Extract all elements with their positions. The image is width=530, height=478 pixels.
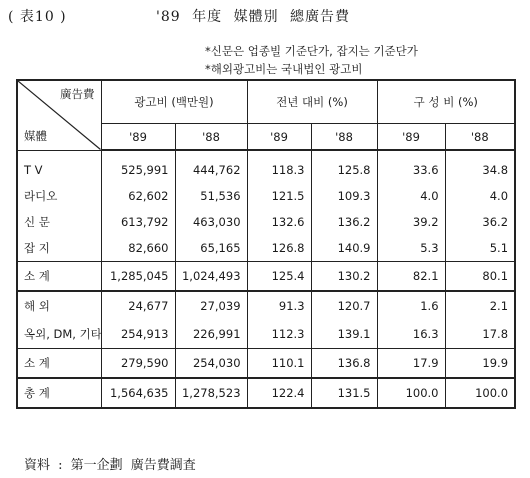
source-note: 資料 : 第一企劃 廣告費調査 (24, 458, 196, 473)
row-label: 총 계 (17, 378, 101, 408)
year-header: '88 (445, 124, 515, 151)
cell-spend-88: 27,039 (175, 291, 247, 320)
cell-spend-89: 525,991 (101, 150, 175, 183)
cell-yoy-89: 91.3 (247, 291, 311, 320)
cell-yoy-89: 112.3 (247, 320, 311, 349)
table-header (8, 6, 522, 28)
cell-spend-88: 444,762 (175, 150, 247, 183)
row-label: 소 계 (17, 262, 101, 292)
cell-spend-89: 82,660 (101, 235, 175, 262)
cell-spend-88: 254,030 (175, 349, 247, 379)
cell-yoy-89: 110.1 (247, 349, 311, 379)
cell-spend-89: 24,677 (101, 291, 175, 320)
table-row (17, 320, 515, 349)
table-row (17, 291, 515, 320)
cell-yoy-88: 136.8 (311, 349, 377, 379)
year-header: '88 (175, 124, 247, 151)
cell-spend-88: 1,024,493 (175, 262, 247, 292)
cell-spend-89: 1,285,045 (101, 262, 175, 292)
cell-share-88: 34.8 (445, 150, 515, 183)
cell-share-88: 100.0 (445, 378, 515, 408)
group-header-spend: 광고비 (백만원) (101, 80, 247, 124)
table-row (17, 235, 515, 262)
cell-share-89: 1.6 (377, 291, 445, 320)
row-label: 옥외, DM, 기타 (17, 320, 101, 349)
corner-cell (17, 80, 101, 150)
cell-yoy-89: 122.4 (247, 378, 311, 408)
row-label: 해 외 (17, 291, 101, 320)
cell-share-88: 4.0 (445, 183, 515, 209)
cell-yoy-88: 136.2 (311, 209, 377, 235)
note-1: *신문은 업종빌 기준단가, 잡지는 기준단가 (205, 44, 418, 58)
cell-share-89: 33.6 (377, 150, 445, 183)
cell-yoy-88: 131.5 (311, 378, 377, 408)
cell-spend-88: 51,536 (175, 183, 247, 209)
cell-share-88: 5.1 (445, 235, 515, 262)
cell-spend-88: 226,991 (175, 320, 247, 349)
row-label: 소 계 (17, 349, 101, 379)
footnotes (205, 42, 418, 78)
cell-share-89: 16.3 (377, 320, 445, 349)
corner-bottom-label: 媒體 (24, 128, 47, 143)
subtotal-row (17, 262, 515, 292)
cell-share-89: 82.1 (377, 262, 445, 292)
row-label: 라디오 (17, 183, 101, 209)
note-2: *해외광고비는 국내법인 광고비 (205, 62, 363, 76)
cell-share-89: 39.2 (377, 209, 445, 235)
table-title: '89 年度 媒體別 總廣告費 (156, 9, 351, 25)
subtotal-row (17, 349, 515, 379)
cell-share-89: 100.0 (377, 378, 445, 408)
grand-total-row (17, 378, 515, 408)
corner-top-label: 廣告費 (60, 87, 95, 101)
cell-spend-88: 65,165 (175, 235, 247, 262)
cell-spend-88: 1,278,523 (175, 378, 247, 408)
row-label: 잡 지 (17, 235, 101, 262)
cell-yoy-89: 121.5 (247, 183, 311, 209)
cell-spend-89: 279,590 (101, 349, 175, 379)
cell-share-88: 36.2 (445, 209, 515, 235)
cell-spend-89: 254,913 (101, 320, 175, 349)
cell-share-89: 4.0 (377, 183, 445, 209)
cell-spend-89: 1,564,635 (101, 378, 175, 408)
cell-yoy-89: 132.6 (247, 209, 311, 235)
cell-share-88: 80.1 (445, 262, 515, 292)
group-header-yoy: 전년 대비 (%) (247, 80, 377, 124)
row-label: 신 문 (17, 209, 101, 235)
table-row (17, 183, 515, 209)
year-header: '89 (247, 124, 311, 151)
cell-share-88: 19.9 (445, 349, 515, 379)
year-header: '89 (101, 124, 175, 151)
row-label: T V (17, 150, 101, 183)
table-row (17, 209, 515, 235)
cell-spend-88: 463,030 (175, 209, 247, 235)
cell-yoy-88: 120.7 (311, 291, 377, 320)
cell-yoy-88: 140.9 (311, 235, 377, 262)
year-header: '88 (311, 124, 377, 151)
cell-yoy-89: 126.8 (247, 235, 311, 262)
group-header-share: 구 성 비 (%) (377, 80, 515, 124)
cell-share-88: 2.1 (445, 291, 515, 320)
cell-yoy-88: 109.3 (311, 183, 377, 209)
cell-yoy-88: 125.8 (311, 150, 377, 183)
cell-share-89: 5.3 (377, 235, 445, 262)
cell-spend-89: 62,602 (101, 183, 175, 209)
cell-yoy-89: 125.4 (247, 262, 311, 292)
ad-spend-table (16, 79, 516, 409)
cell-share-88: 17.8 (445, 320, 515, 349)
header-row-groups (17, 80, 515, 124)
year-header: '89 (377, 124, 445, 151)
cell-share-89: 17.9 (377, 349, 445, 379)
cell-yoy-88: 139.1 (311, 320, 377, 349)
cell-yoy-89: 118.3 (247, 150, 311, 183)
table-number: ( 表10 ) (8, 9, 67, 25)
table-row (17, 150, 515, 183)
cell-yoy-88: 130.2 (311, 262, 377, 292)
cell-spend-89: 613,792 (101, 209, 175, 235)
